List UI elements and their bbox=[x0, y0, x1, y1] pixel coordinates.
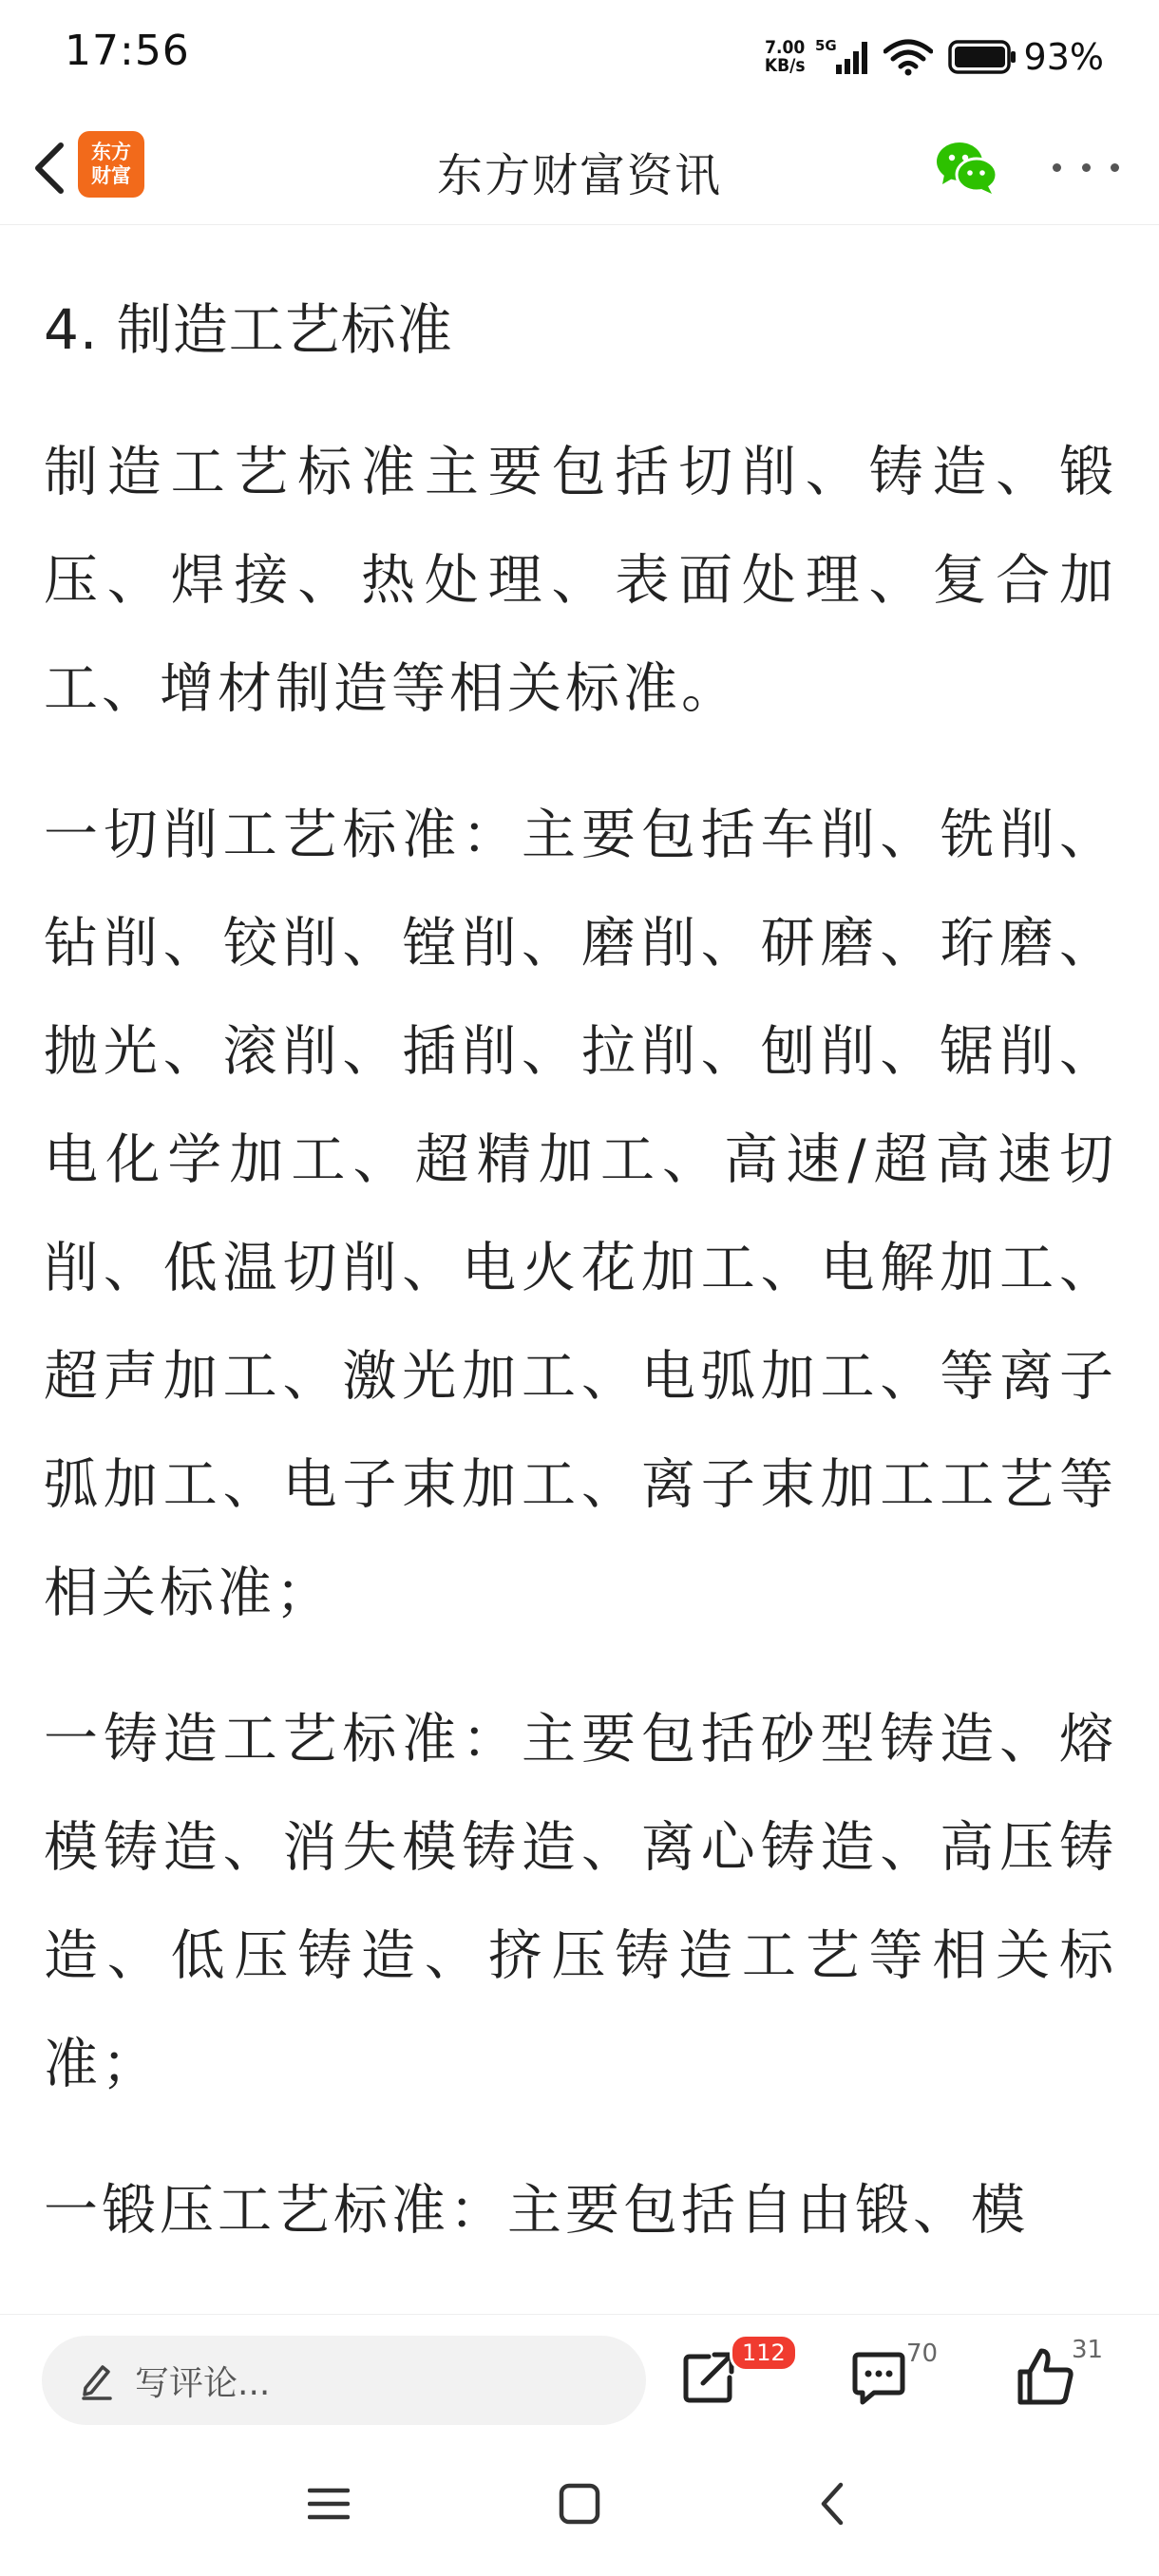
status-bar bbox=[0, 0, 1159, 112]
status-time: 17:56 bbox=[65, 27, 190, 75]
thumbs-up-icon bbox=[1013, 2343, 1079, 2410]
comment-icon bbox=[846, 2343, 912, 2410]
bottom-action-bar bbox=[0, 2314, 1159, 2438]
title-bar bbox=[0, 112, 1159, 225]
signal-5g-icon bbox=[815, 38, 870, 76]
status-icons bbox=[765, 28, 1104, 85]
like-button[interactable] bbox=[1013, 2343, 1079, 2410]
comments-button[interactable] bbox=[846, 2343, 912, 2410]
battery-percent: 93% bbox=[1023, 36, 1104, 78]
more-dot-icon bbox=[1082, 163, 1091, 172]
network-type-label: 5G bbox=[814, 38, 837, 54]
menu-icon bbox=[308, 2485, 350, 2523]
comment-placeholder: 写评论... bbox=[135, 2363, 271, 2403]
chevron-left-icon bbox=[818, 2481, 846, 2527]
pencil-icon bbox=[78, 2359, 116, 2401]
section-heading: 4. 制造工艺标准 bbox=[44, 297, 453, 362]
more-dot-icon bbox=[1053, 163, 1061, 172]
network-speed-unit: KB/s bbox=[764, 55, 806, 76]
comment-input[interactable] bbox=[42, 2336, 646, 2425]
article-paragraph: 制造工艺标准主要包括切削、铸造、锻压、焊接、热处理、表面处理、复合加工、增材制造等相关标准。 bbox=[44, 441, 1117, 720]
like-count: 31 bbox=[1072, 2336, 1104, 2364]
share-count-badge: 112 bbox=[730, 2334, 798, 2372]
battery-icon bbox=[948, 39, 1018, 75]
wechat-icon bbox=[933, 133, 1001, 201]
article-body bbox=[44, 224, 1117, 2264]
article-paragraph: 一铸造工艺标准：主要包括砂型铸造、熔模铸造、消失模铸造、离心铸造、高压铸造、低压铸造、挤压铸造工艺等相关标准； bbox=[44, 1708, 1117, 2095]
home-button[interactable] bbox=[551, 2475, 608, 2532]
network-speed-value: 7.00 bbox=[765, 37, 806, 58]
recent-apps-button[interactable] bbox=[300, 2475, 357, 2532]
network-speed bbox=[765, 39, 806, 75]
system-back-button[interactable] bbox=[804, 2475, 861, 2532]
more-dot-icon bbox=[1111, 163, 1119, 172]
page-title: 东方财富资讯 bbox=[436, 149, 722, 202]
logo-line-2: 财富 bbox=[91, 164, 131, 187]
wifi-icon bbox=[884, 38, 933, 76]
article-paragraph: 一锻压工艺标准：主要包括自由锻、模 bbox=[44, 2179, 1029, 2242]
home-square-icon bbox=[558, 2482, 601, 2526]
more-options-button[interactable] bbox=[1053, 141, 1119, 194]
article-paragraph: 一切削工艺标准：主要包括车削、铣削、钻削、铰削、镗削、磨削、研磨、珩磨、抛光、滚削、插削、拉削、刨削、锯削、电化学加工、超精加工、高速/超高速切削、低温切削、电火花加工、电解加工、超声加工、激光加工、电弧加工、等离子弧加工、电子束加工、离子束加工工艺等相关标准； bbox=[44, 804, 1117, 1624]
system-nav-bar bbox=[0, 2437, 1159, 2576]
logo-line-1: 东方 bbox=[91, 141, 131, 163]
wechat-share-button[interactable] bbox=[933, 133, 1001, 201]
comment-count: 70 bbox=[906, 2339, 939, 2368]
